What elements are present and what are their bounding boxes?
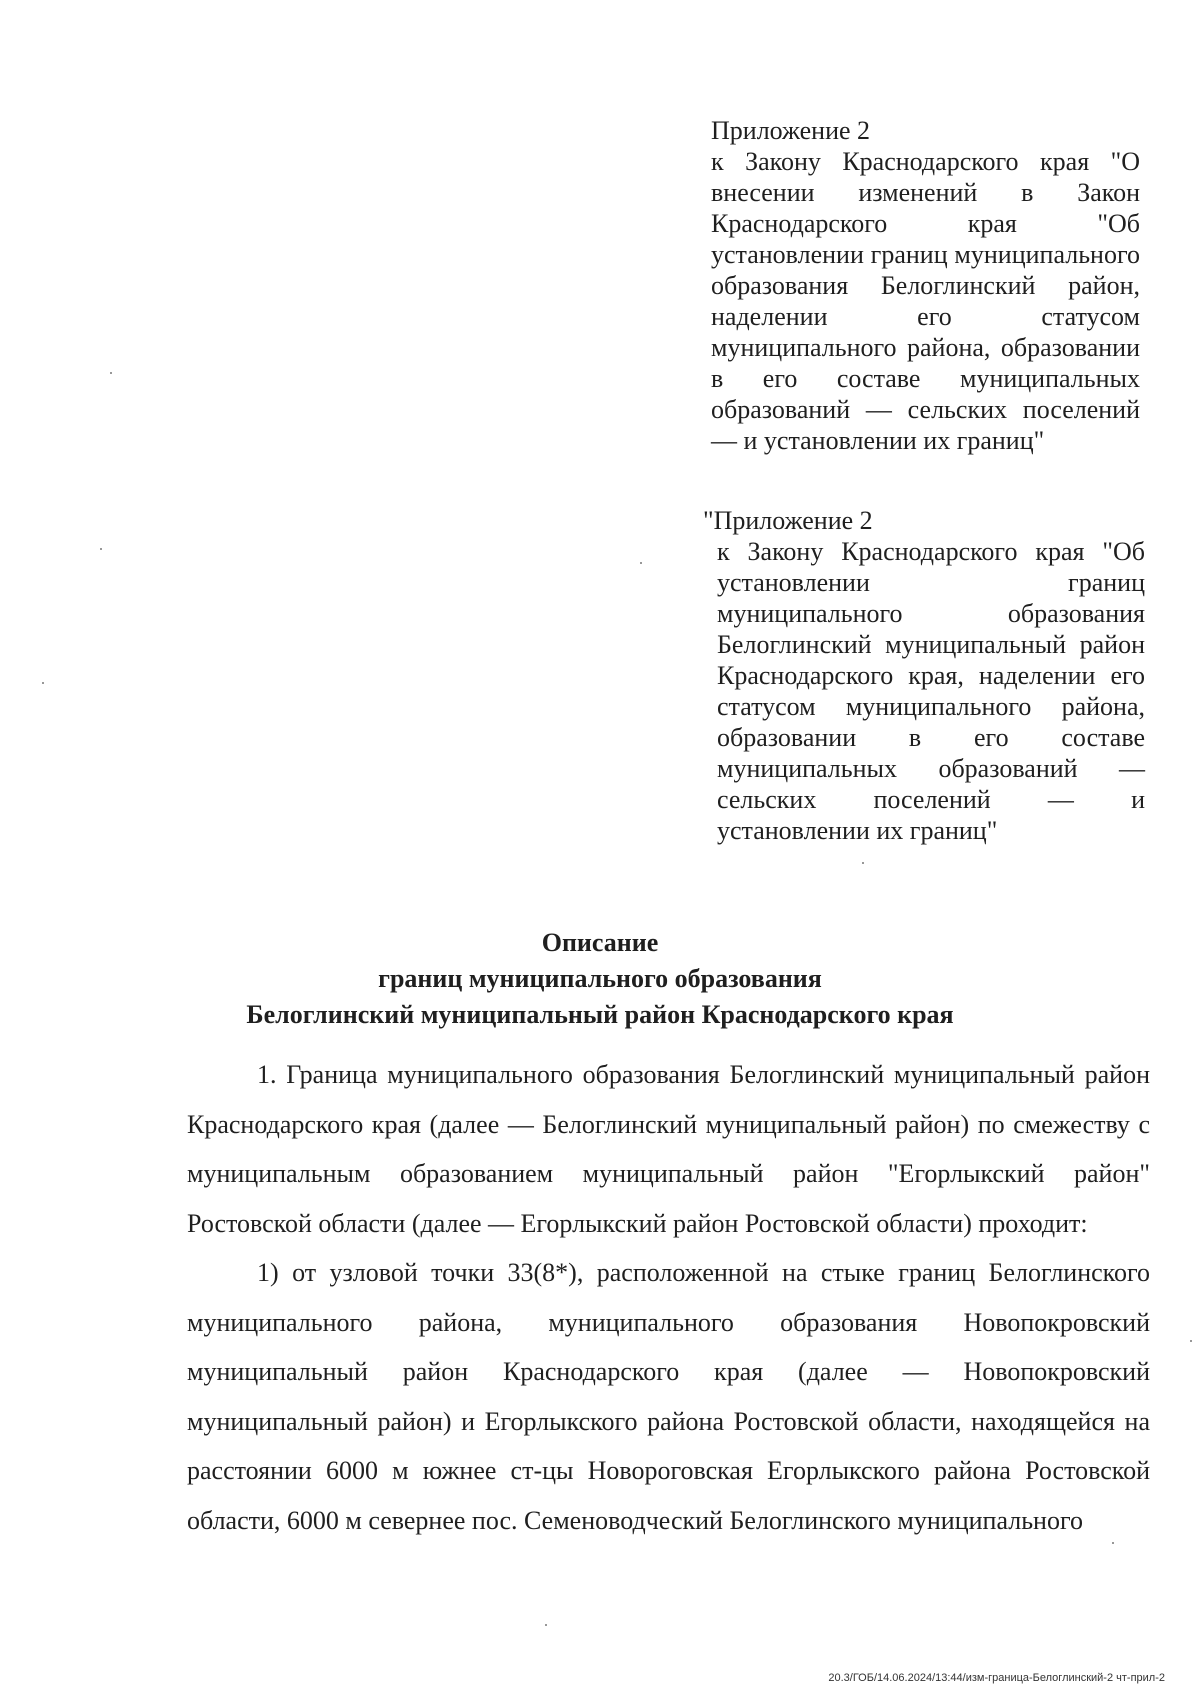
appendix-heading: Приложение 2 bbox=[711, 116, 871, 145]
footer-file-reference: 20.3/ГОБ/14.06.2024/13:44/изм-граница-Белоглинский-2 чт-прил-2 bbox=[828, 1672, 1165, 1684]
appendix-header-amending bbox=[711, 115, 1140, 456]
scan-speck bbox=[1190, 1340, 1192, 1342]
scan-speck bbox=[110, 372, 112, 374]
body-paragraph: 1) от узловой точки 33(8*), расположенной на стыке границ Белоглинского муниципального района, муниципального образования Новопокровский муниципальный район Краснодарского края (далее — Новопокровский муниципальный район) и Егорлыкского района Ростовской области, находящейся на расстоянии 6000 м южнее ст-цы Новороговская Егорлыкского района Ростовской области, 6000 м севернее пос. Семеноводческий Белоглинского муниципального bbox=[187, 1258, 1150, 1535]
body-paragraph: 1. Граница муниципального образования Белоглинский муниципальный район Краснодарского края (далее — Белоглинский муниципальный район) по смежеству с муниципальным образованием муниципальный район "Егорлыкский район" Ростовской области (далее — Егорлыкский район Ростовской области) проходит: bbox=[187, 1060, 1150, 1238]
document-title bbox=[150, 925, 1050, 1033]
appendix-text: к Закону Краснодарского края "О внесении изменений в Закон Краснодарского края "Об установлении границ муниципального образования Белоглинский район, наделении его статусом муниципального района, образовании в его составе муниципальных образований — сельских поселений — и установлении их границ" bbox=[711, 147, 1140, 455]
title-line: Белоглинский муниципальный район Краснодарского края bbox=[246, 1000, 954, 1029]
appendix-heading: "Приложение 2 bbox=[703, 506, 873, 535]
title-line: Описание bbox=[541, 928, 659, 957]
scan-speck bbox=[640, 562, 642, 564]
document-body bbox=[187, 1050, 1150, 1545]
scan-speck bbox=[42, 682, 44, 684]
scan-speck bbox=[100, 548, 102, 550]
scan-speck bbox=[1112, 1542, 1114, 1544]
scan-speck bbox=[545, 1624, 547, 1626]
appendix-text: к Закону Краснодарского края "Об установлении границ муниципального образования Белоглинский муниципальный район Краснодарского края, наделении его статусом муниципального района, образовании в его составе муниципальных образований — сельских поселений — и установлении их границ" bbox=[717, 537, 1145, 845]
appendix-header-original bbox=[703, 505, 1145, 846]
scan-speck bbox=[862, 862, 864, 864]
title-line: границ муниципального образования bbox=[378, 964, 822, 993]
